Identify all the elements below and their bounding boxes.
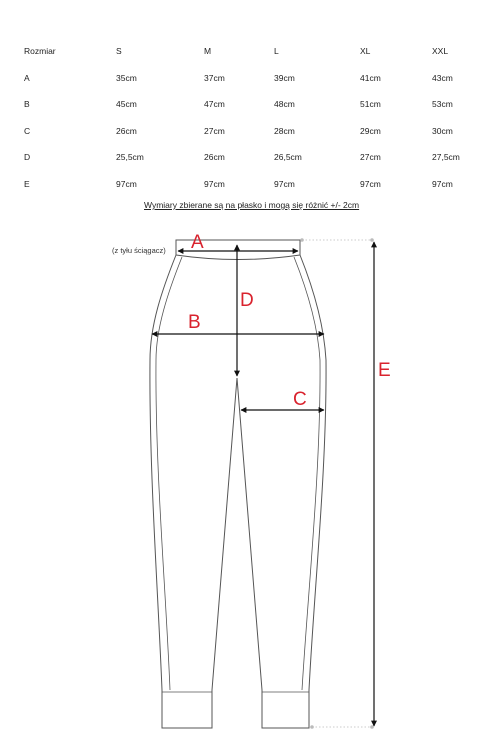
right-side-stripe [294, 257, 320, 690]
table-cell: 37cm [204, 72, 225, 83]
table-cell: 97cm [204, 178, 225, 189]
header-cell: XXL [432, 46, 449, 57]
left-side-stripe [156, 257, 182, 690]
measure-e-bottom-dot-end [370, 725, 374, 729]
table-cell: 97cm [116, 178, 137, 189]
header-cell: M [204, 46, 212, 57]
row-label: E [24, 178, 30, 189]
header-cell: S [116, 46, 122, 57]
row-label: B [24, 99, 30, 110]
table-cell: 47cm [204, 99, 225, 110]
label-c: C [293, 389, 307, 410]
measure-e-bottom-dot [310, 725, 314, 729]
label-e: E [378, 360, 391, 381]
label-b: B [188, 312, 201, 333]
table-cell: 43cm [432, 72, 453, 83]
table-cell: 27cm [204, 125, 225, 136]
table-cell: 53cm [432, 99, 453, 110]
table-cell: 45cm [116, 99, 137, 110]
table-cell: 29cm [360, 125, 381, 136]
waist-note: (z tyłu ściągacz) [112, 246, 166, 255]
header-cell: XL [360, 46, 371, 57]
table-cell: 30cm [432, 125, 453, 136]
label-a: A [191, 232, 204, 253]
table-cell: 97cm [274, 178, 295, 189]
measurement-note: Wymiary zbierane są na płasko i mogą się różnić +/- 2cm [144, 200, 360, 210]
row-label: C [24, 125, 31, 136]
header-cell: Rozmiar [24, 46, 56, 57]
table-cell: 27,5cm [432, 152, 460, 163]
table-cell: 97cm [360, 178, 381, 189]
row-label: D [24, 152, 31, 163]
table-cell: 28cm [274, 125, 295, 136]
table-cell: 26cm [116, 125, 137, 136]
table-cell: 39cm [274, 72, 295, 83]
table-cell: 27cm [360, 152, 381, 163]
table-cell: 51cm [360, 99, 381, 110]
table-cell: 26,5cm [274, 152, 302, 163]
table-cell: 26cm [204, 152, 225, 163]
label-d: D [240, 290, 254, 311]
table-cell: 35cm [116, 72, 137, 83]
table-cell: 48cm [274, 99, 295, 110]
measure-e-top-dot-end [370, 238, 374, 242]
table-cell: 97cm [432, 178, 453, 189]
measure-e-top-dot [300, 238, 304, 242]
row-label: A [24, 72, 30, 83]
right-leg-outline [237, 255, 326, 728]
header-cell: L [274, 46, 279, 57]
table-cell: 25,5cm [116, 152, 144, 163]
table-cell: 41cm [360, 72, 381, 83]
